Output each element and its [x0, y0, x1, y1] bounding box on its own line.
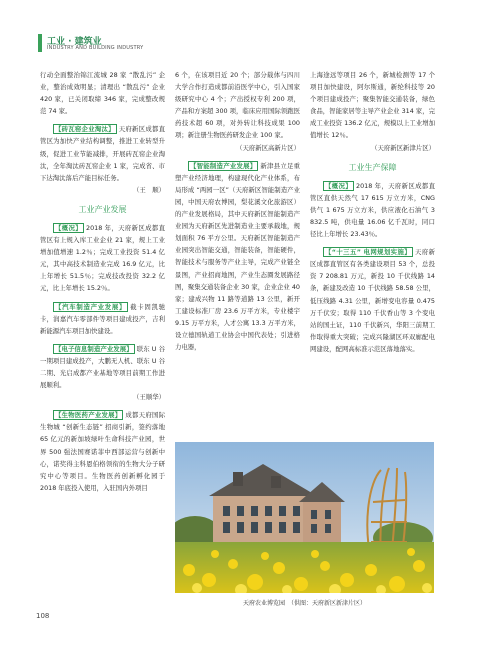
author-sign: （王顺华） — [133, 393, 165, 402]
author-sign: （天府新区高新片区） — [236, 143, 300, 152]
header-subtitle: INDUSTRY AND BUILDING INDUSTRY — [47, 45, 144, 51]
column-1 — [40, 69, 165, 494]
section-tag: 【概况】 — [55, 223, 82, 232]
author-sign: （天府新区新津片区） — [371, 143, 435, 152]
header-title: 工业 · 建筑业 — [47, 37, 102, 47]
column-2 — [175, 69, 300, 353]
section-tag: 【生物医药产业发展】 — [55, 411, 122, 420]
section-tag: 【汽车制造产业发展】 — [55, 302, 127, 311]
paragraph-text: 2018 年，天府新区成都直管区有上规入库工业企业 21 家，规上工业增加值增速 1.2％；完成工业投资 51.4 亿元，其中高技术制造业完成 16.9 亿元，比上年增长 51.5％；完成技改投资 32.2 亿元，比上年增长 15.2％。 — [40, 223, 166, 293]
paragraph — [310, 246, 435, 355]
photo-caption: 天府农业博览园 （供图：天府新区新津片区） — [242, 600, 366, 607]
paragraph — [40, 343, 165, 391]
paragraph-text: 成都天府国际生物城 “创新生态链” 招商引新，签约落地 65 亿元的新加坡绿叶生命科技产业园，世界 500 强法国赛诺菲中西部运营与创新中心，诺奖得主科恩伯格领衔的生物大分子研究中心等项目。生物医药创新孵化园于 2018 年底投入使用，入驻国内外项目 — [40, 411, 165, 492]
paragraph — [40, 301, 165, 337]
section-tag: 【砖瓦窑企业淘汰】 — [55, 125, 115, 134]
paragraph — [40, 123, 165, 183]
section-tag: 【“十三五” 电网规划实施】 — [325, 248, 412, 257]
page-number: 108 — [36, 612, 50, 620]
paragraph — [175, 160, 300, 354]
paragraph-text: 天府新区成都直管区有各类建设项目 53 个，总投资 7 208.81 万元，新投 10 千伏线路 14 条，新建及改造 10 千伏线路 58.58 公里，低压线路 4.31 公里，新增变电容量 0.475 万千伏安；取得 110 千伏香山等 3 个变电站的国土证，110 千伏新兴，华阳三前期工作取得重大突破；完成兴隆湖区环双廊配电网建设，配网高标准示范区落地落实。 — [310, 248, 436, 353]
paragraph-text: 新津县立足重塑产业经济地理，构建现代化产业体系，布局形成 “两园一区”（天府新区智能制造产业园，中国天府农博园，梨花溪文化旅游区）的产业发展格局，其中天府新区智能制造产业园为天府新区先进制造业主要承载地，规划面积 76 平方公里。天府新区智能制造产业园突出智能交通，智能装备，智能硬件，智能技术与服务等产业主导，完成产业链全景图，产业招商地图，产业生态圈发展路径图，聚集交通装备企业 30 家，企业企业 40 家；建成兴物 11 路等道路 13 公里，新开工建设标准厂房 23.6 万平方米，专业楼宇 9.15 万平方米，人才公寓 13.3 万平方米，设立德国轨道工业协会中国代表处；引进格力电器， — [175, 161, 300, 352]
paragraph-text: 2018 年，天府新区成都直管区直供天然气 17 615 万立方米，CNG 供气 1 675 万立方米，供应液化石油气 3 832.5 吨，供电量 16.06 亿千瓦时，同口径比上年增长 23.43％。 — [310, 181, 436, 239]
paragraph-text: 天府新区成都直管区为加快产业结构调整，推进工业转型升级，促进工业节能减排，开展砖瓦窑企业淘汰，全年淘汰砖瓦窑企业 1 家，完成省、市下达淘汰落后产能目标任务。 — [40, 125, 165, 182]
author-sign: （王 顺） — [133, 185, 165, 194]
paragraph: 行动全面整治锦江流城 28 家 “散乱污” 企业，整治成效明显；清理出 “散乱污” 企业 420 家，已关闭取缔 346 家，完成整改规范 74 家。 — [40, 71, 165, 116]
paragraph-text: 联东 U 谷一期项目建成投产，大鹏无人机、联东 U 谷二期、光启成都产业基地等项目前期工作进展顺利。 — [40, 344, 165, 390]
paragraph — [40, 409, 165, 494]
section-title: 工业产业发展 — [78, 204, 127, 214]
header-accent-bar — [38, 34, 42, 52]
paragraph: 上海途远等项目 26 个，新城检测等 17 个项目加快建设，阿尔斯通，新纶科技等 20 个项目建成投产；聚集智能交通装备，绿色食品，智能家居等主导产业企业 314 家，完成工业投资 136.2 亿元，规模以上工业增加值增长 12％。 — [310, 71, 435, 140]
section-tag: 【电子信息制造产业发展】 — [55, 344, 133, 353]
section-tag: 【概况】 — [325, 181, 352, 190]
paragraph — [310, 180, 435, 240]
section-title: 工业生产保障 — [348, 162, 397, 172]
column-3 — [310, 69, 435, 355]
paragraph-text: 截卡固凯驰卡，润嘉汽车零部件等项目建成投产，吉利新能源汽车项目加快建设。 — [40, 302, 166, 335]
paragraph — [40, 222, 165, 295]
section-tag: 【智能制造产业发展】 — [190, 161, 257, 170]
paragraph: 6 个，在该项目近 20 个；部分载体与四川大学合作打造成都前沿医学中心，引入国家级研究中心 4 个；产出授权专利 200 项，产品和方案超 300 项，临床应用国际领跑医药技术超 60 项，对外转让科技成果 100 项；新注册生物医药研发企业 100 家。 — [175, 71, 300, 140]
expo-park-photo — [175, 442, 434, 593]
